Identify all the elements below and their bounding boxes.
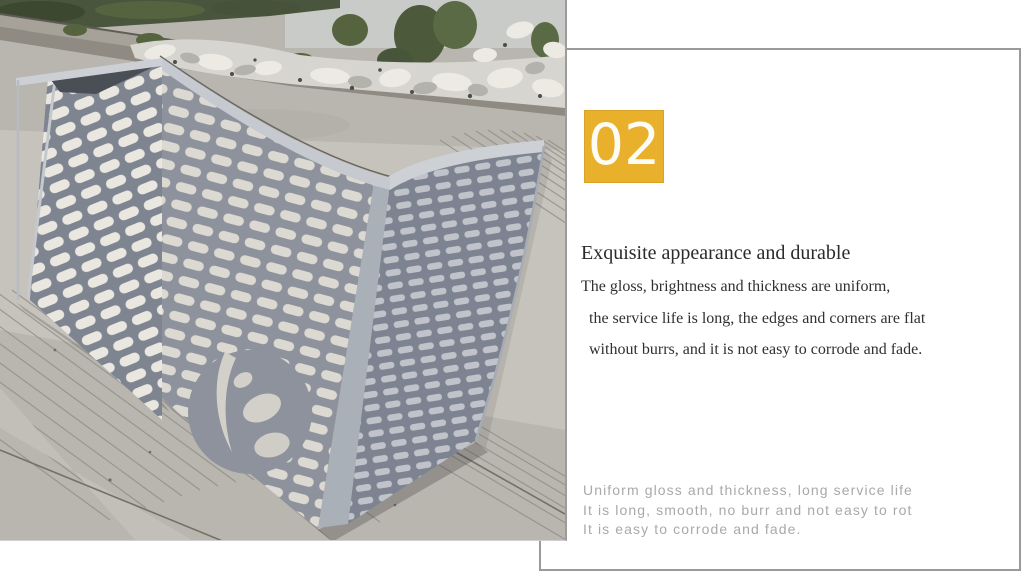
footnote-line: Uniform gloss and thickness, long service life [583, 482, 913, 498]
section-number-badge [584, 110, 664, 183]
footnote-line: It is long, smooth, no burr and not easy to rot [583, 501, 913, 518]
footnote-line: It is easy to corrode and fade. [583, 521, 802, 537]
feature-description-line: without burrs, and it is not easy to corrode and fade. [589, 341, 923, 358]
feature-description-line: the service life is long, the edges and corners are flat [589, 310, 926, 327]
footnote-text [583, 481, 913, 540]
section-number: 02 [587, 112, 661, 178]
feature-heading: Exquisite appearance and durable [581, 242, 851, 264]
flower-cutout-decoration [188, 350, 312, 474]
feature-description-line: The gloss, brightness and thickness are uniform, [581, 278, 891, 295]
